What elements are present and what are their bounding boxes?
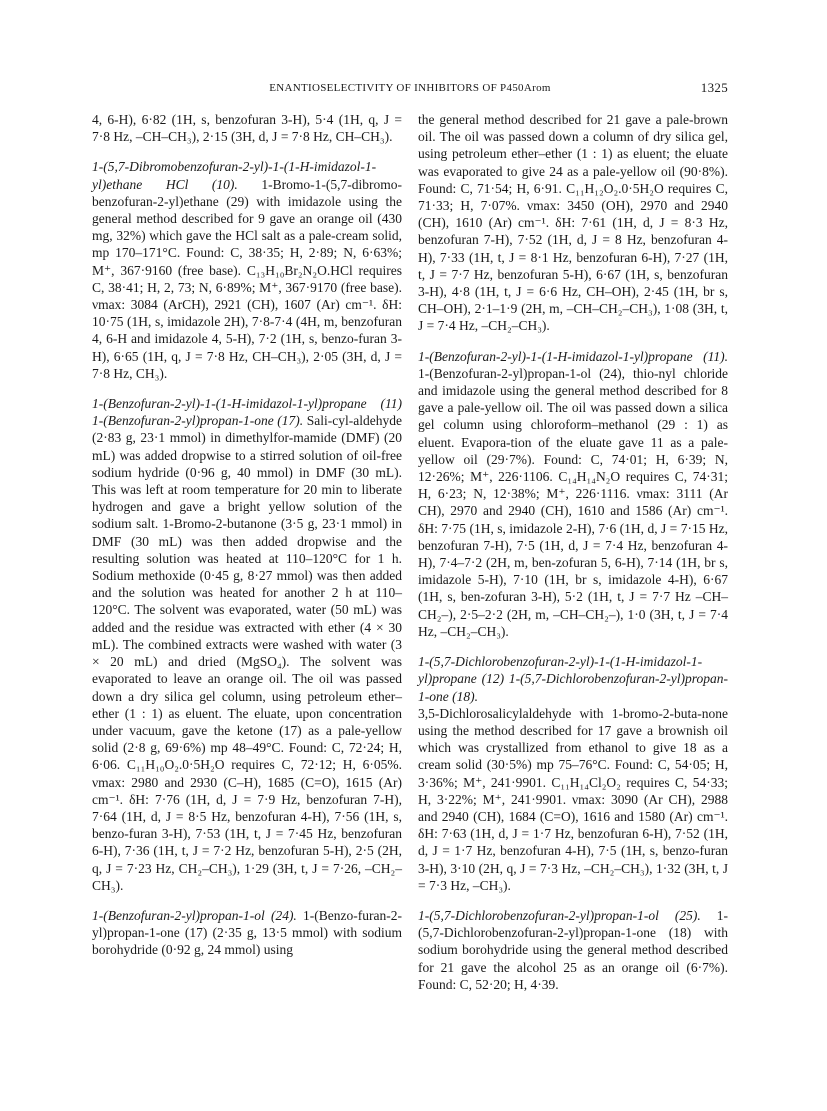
paragraph — [92, 395, 402, 894]
running-title: ENANTIOSELECTIVITY OF INHIBITORS OF P450Arom — [269, 82, 551, 94]
page-number: 1325 — [700, 80, 728, 95]
paragraph-text: 1-(Benzo-furan-2-yl)propan-1-one (17) (2·35 g, 13·5 mmol) with sodium borohydride (0·92 g, 24 mmol) using — [92, 907, 402, 958]
compound-heading: 1-(Benzofuran-2-yl)-1-(1-H-imidazol-1-yl)propane (11). — [418, 348, 728, 364]
compound-heading: 1-(5,7-Dibromobenzofuran-2-yl)-1-(1-H-imidazol-1-yl)ethane HCl (10). — [92, 159, 377, 192]
paragraph — [418, 907, 728, 993]
paragraph — [418, 653, 728, 894]
paragraph-text: Sali-cyl-aldehyde (2·83 g, 23·1 mmol) in dimethylfor-mamide (DMF) (20 mL) was added dropwise to a stirred solution of oil-free sodium hydride (0·96 g, 40 mmol) in DMF (30 mL). This was left at room temperature for 20 min to liberate hydrogen and gave a bright yellow solution of the sodium salt. 1-Bromo-2-butanone (3·5 g, 23·1 mmol) in DMF (30 mL) was then added dropwise and the resulting solution was heated at 110–120°C for 1 h. Sodium methoxide (0·45 g, 8·27 mmol) was then added and the solution was heated for another 2 h at 110–120°C. The solvent was evaporated, water (50 mL) was added and the residue was extracted with ether (4 × 30 mL). The combined extracts were washed with water (3 × 20 mL) and dried (MgSO₄). The solvent was evaporated to leave an orange oil. The oil was passed down a dry silica gel column, using petroleum ether–ether (1 : 1) as eluent. The eluate, upon concentration under vacuum, gave the ketone (17) as a pale-yellow solid (2·8 g, 69·6%) mp 48–49°C. Found: C, 72·24; H, 6·06. C₁₁H₁₀O₂.0·5H₂O requires C, 72·12; H, 6·05%. νmax: 2980 and 2930 (C–H), 1685 (C=O), 1615 (Ar) cm⁻¹. δH: 7·76 (1H, d, J = 7·9 Hz, benzofuran 7-H), 7·64 (1H, d, J = 8·5 Hz, benzofuran 4-H), 7·56 (1H, s, benzo-furan 3-H), 7·53 (1H, t, J = 7·45 Hz, benzofuran 6-H), 7·36 (1H, t, J = 7·2 Hz, benzofuran 5-H), 2·5 (2H, q, J = 7·23 Hz, CH₂–CH₃), 1·29 (3H, t, J = 7·26, –CH₂–CH₃). — [92, 413, 402, 893]
paragraph — [418, 348, 728, 640]
compound-heading: 1-(5,7-Dichlorobenzofuran-2-yl)propan-1-ol (25). — [418, 907, 701, 923]
right-column — [418, 111, 728, 1006]
paragraph-text: 4, 6-H), 6·82 (1H, s, benzofuran 3-H), 5·4 (1H, q, J = 7·8 Hz, –CH–CH₃), 2·15 (3H, d, J = 7·8 Hz, CH–CH₃). — [92, 112, 402, 145]
paragraph-text: 1-(Benzofuran-2-yl)propan-1-ol (24), thio-nyl chloride and imidazole using the general method described for 8 gave a pale-yellow oil. The oil was passed down a silica gel column using chloroform–methanol (29 : 1) as eluent. Evapora-tion of the eluate gave 11 as a pale-yellow oil (29·7%). Found: C, 74·01; H, 6·39; N, 12·26%; M⁺, 226·1106. C₁₄H₁₄N₂O requires C, 74·31; H, 6·23; N, 12·38%; M⁺, 226·1116. νmax: 3111 (Ar CH), 2970 and 2940 (CH), 1610 and 1586 (Ar) cm⁻¹. δH: 7·75 (1H, s, imidazole 2-H), 7·6 (1H, d, J = 7·15 Hz, benzofuran 7-H), 7·5 (1H, d, J = 7·4 Hz, benzofuran 4-H), 7·4–7·2 (2H, m, ben-zofuran 5, 6-H), 7·14 (1H, br s, imidazole 5-H), 7·10 (1H, br s, imidazole 4-H), 6·67 (1H, s, ben-zofuran 3-H), 5·2 (1H, t, J = 7·7 Hz –CH–CH₂–), 2·5–2·2 (2H, m, –CH–CH₂–), 1·0 (3H, t, J = 7·4 Hz, –CH₂–CH₃). — [418, 365, 728, 639]
paragraph — [92, 907, 402, 959]
paragraph-text: 3,5-Dichlorosalicylaldehyde with 1-bromo-2-buta-none using the method described for 17 gave a brownish oil which was crystallized from ethanol to give 18 as a cream solid (30·5%) mp 75–76°C. Found: C, 54·05; H, 3·36%; M⁺, 241·9901. C₁₁H₁₄Cl₂O₂ requires C, 54·33; H, 3·22%; M⁺, 241·9901. νmax: 3090 (Ar CH), 2988 and 2940 (CH), 1684 (C=O), 1616 and 1580 (Ar) cm⁻¹. δH: 7·63 (1H, d, J = 1·7 Hz, benzofuran 6-H), 7·52 (1H, d, J = 1·7 Hz, benzofuran 4-H), 7·5 (1H, s, benzo-furan 3-H), 3·10 (2H, q, J = 7·3 Hz, –CH₂–CH₃), 1·32 (3H, t, J = 7·3 Hz, –CH₃). — [418, 705, 728, 893]
compound-heading: 1-(5,7-Dichlorobenzofuran-2-yl)-1-(1-H-imidazol-1-yl)propane (12) 1-(5,7-Dichlorobenzofuran-2-yl)propan-1-one (18). — [418, 654, 728, 704]
paragraph-text: 1-(5,7-Dichlorobenzofuran-2-yl)propan-1-one (18) with sodium borohydride using the general method described for 21 gave the alcohol 25 as an orange oil (6·7%). Found: C, 52·20; H, 4·39. — [418, 907, 729, 992]
paragraph — [92, 158, 402, 382]
paragraph-text: 1-Bromo-1-(5,7-dibromo-benzofuran-2-yl)ethane (29) with imidazole using the general method described for 9 gave an orange oil (430 mg, 32%) which gave the HCl salt as a pale-cream solid, mp 170–171°C. Found: C, 38·35; H, 2·89; N, 6·63%; M⁺, 367·9160 (free base). C₁₃H₁₀Br₂N₂O.HCl requires C, 38·41; H, 2, 73; N, 6·89%; M⁺, 367·9170 (free base). νmax: 3084 (ArCH), 2921 (CH), 1607 (Ar) cm⁻¹. δH: 10·75 (1H, s, imidazole 2H), 7·8-7·4 (4H, m, benzofuran 4, 6-H and imidazole 4, 5-H), 7·2 (1H, s, benzo-furan 3-H), 6·65 (1H, q, J = 7·8 Hz, CH–CH₃), 2·05 (3H, d, J = 7·8 Hz, CH₃). — [92, 176, 402, 381]
paragraph — [92, 111, 402, 145]
paragraph-text: the general method described for 21 gave a pale-brown oil. The oil was passed down a column of dry silica gel, using petroleum ether–ether (1 : 1) as eluent; the eluate was evaporated to give 24 as a pale-yellow oil (90·8%). Found: C, 71·54; H, 6·91. C₁₁H₁₂O₂.0·5H₂O requires C, 71·33; H, 7·07%. νmax: 3450 (OH), 2970 and 2940 (CH), 1610 (Ar) cm⁻¹. δH: 7·61 (1H, d, J = 8·3 Hz, benzofuran 7-H), 7·52 (1H, d, J = 8 Hz, benzofuran 4-H), 7·33 (1H, t, J = 8·1 Hz, benzofuran 6-H), 7·27 (1H, t, J = 7·7 Hz, benzofuran 5-H), 6·67 (1H, s, benzofuran 3-H), 4·8 (1H, t, J = 6·6 Hz, CH–OH), 2·45 (1H, br s, CH–OH), 2·1–1·9 (2H, m, –CH–CH₂–CH₃), 1·08 (3H, t, J = 7·4 Hz, –CH₂–CH₃). — [418, 112, 728, 334]
left-column — [92, 111, 402, 972]
paragraph — [418, 111, 728, 335]
compound-heading: 1-(Benzofuran-2-yl)propan-1-ol (24). — [92, 907, 297, 923]
compound-heading: 1-(Benzofuran-2-yl)-1-(1-H-imidazol-1-yl)propane (11) 1-(Benzofuran-2-yl)propan-1-one (17). — [92, 396, 402, 429]
